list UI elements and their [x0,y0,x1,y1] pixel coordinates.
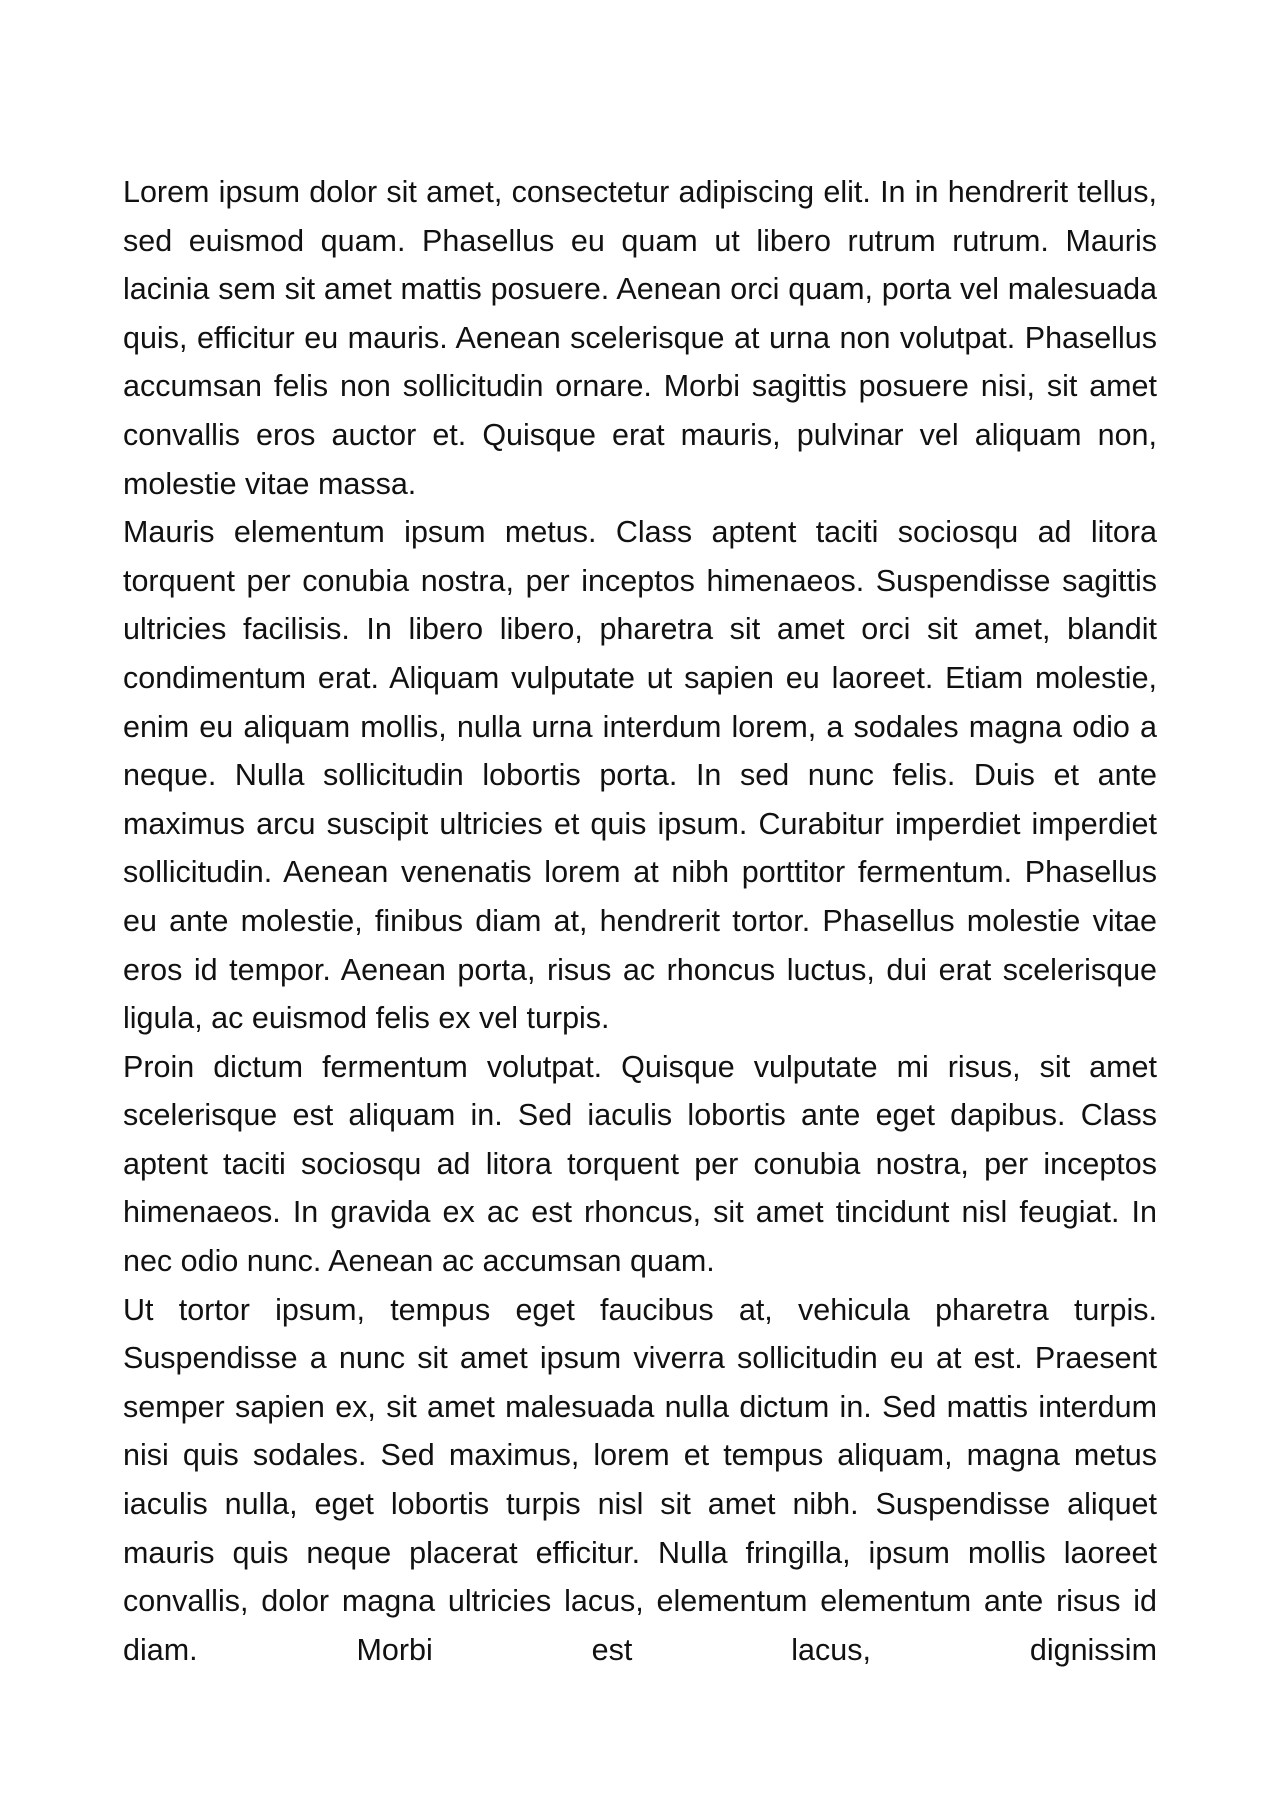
paragraph-2: Mauris elementum ipsum metus. Class aptent taciti sociosqu ad litora torquent per conubia nostra, per inceptos himenaeos. Suspendisse sagittis ultricies facilisis. In libero libero, pharetra sit amet orci sit amet, blandit condimentum erat. Aliquam vulputate ut sapien eu laoreet. Etiam molestie, enim eu aliquam mollis, nulla urna interdum lorem, a sodales magna odio a neque. Nulla sollicitudin lobortis porta. In sed nunc felis. Duis et ante maximus arcu suscipit ultricies et quis ipsum. Curabitur imperdiet imperdiet sollicitudin. Aenean venenatis lorem at nibh porttitor fermentum. Phasellus eu ante molestie, finibus diam at, hendrerit tortor. Phasellus molestie vitae eros id tempor. Aenean porta, risus ac rhoncus luctus, dui erat scelerisque ligula, ac euismod felis ex vel turpis. [123,515,1157,1036]
paragraph-1: Lorem ipsum dolor sit amet, consectetur adipiscing elit. In in hendrerit tellus, sed euismod quam. Phasellus eu quam ut libero rutrum rutrum. Mauris lacinia sem sit amet mattis posuere. Aenean orci quam, porta vel malesuada quis, efficitur eu mauris. Aenean scelerisque at urna non volutpat. Phasellus accumsan felis non sollicitudin ornare. Morbi sagittis posuere nisi, sit amet convallis eros auctor et. Quisque erat mauris, pulvinar vel aliquam non, molestie vitae massa. [123,175,1157,501]
body-text [123,168,1157,1674]
paragraph-3: Proin dictum fermentum volutpat. Quisque vulputate mi risus, sit amet scelerisque est aliquam in. Sed iaculis lobortis ante eget dapibus. Class aptent taciti sociosqu ad litora torquent per conubia nostra, per inceptos himenaeos. In gravida ex ac est rhoncus, sit amet tincidunt nisl feugiat. In nec odio nunc. Aenean ac accumsan quam. [123,1049,1157,1279]
paragraph-4: Ut tortor ipsum, tempus eget faucibus at, vehicula pharetra turpis. Suspendisse a nunc sit amet ipsum viverra sollicitudin eu at est. Praesent semper sapien ex, sit amet malesuada nulla dictum in. Sed mattis interdum nisi quis sodales. Sed maximus, lorem et tempus aliquam, magna metus iaculis nulla, eget lobortis turpis nisl sit amet nibh. Suspendisse aliquet mauris quis neque placerat efficitur. Nulla fringilla, ipsum mollis laoreet convallis, dolor magna ultricies lacus, elementum elementum ante risus id diam. Morbi est lacus, dignissim [123,1292,1157,1667]
